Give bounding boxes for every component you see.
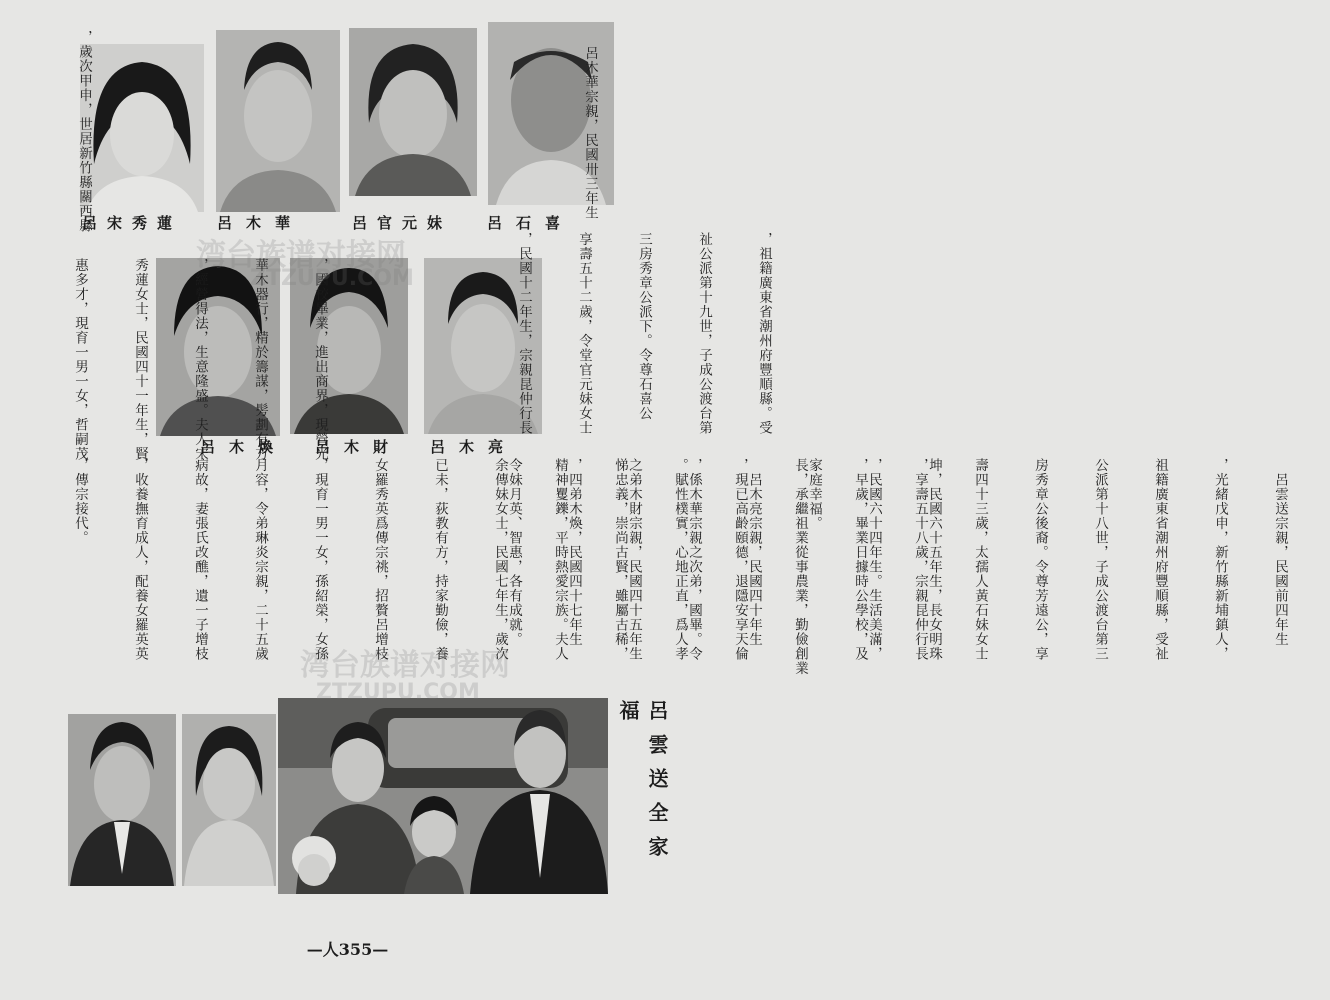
text-line: 家庭幸福。: [806, 458, 822, 531]
text-line: 令妹月英、智惠，各有成就。: [506, 458, 522, 647]
text-line: 三房秀章公派下。令尊石喜公: [636, 232, 652, 421]
text-block-2a: [54, 30, 134, 250]
family-photo-woman: [182, 714, 276, 886]
text-line: 精神矍鑠，平時熱愛宗族。夫人: [552, 458, 568, 661]
text-line: ，經營得法，生意隆盛。夫人宋: [192, 258, 208, 461]
text-line: ，四弟木煥，民國四十七年生: [566, 458, 582, 647]
text-line: 祖籍廣東省潮州府豐順縣，受祉: [1152, 458, 1168, 661]
text-line: 長，承繼祖業從事農業，勤儉創業: [792, 458, 808, 676]
page-number: —人355—: [306, 940, 389, 959]
text-block-4: [50, 458, 1330, 684]
text-line: 坤，民國六十五年生，長女明珠: [926, 458, 942, 661]
text-line: ，民國六十四年生。生活美滿，: [866, 458, 882, 661]
text-line: ，國校畢業，進出商界，現營光: [312, 258, 328, 461]
caption-lu-mucai: 呂木財: [315, 438, 403, 456]
text-line: 呂雲送宗親，民國前四年生: [1272, 458, 1288, 647]
top-captions-row: [82, 212, 612, 233]
text-line: ，傳宗接代。: [72, 458, 88, 545]
text-line: 女羅秀英爲傳宗祧，招贅呂增枝: [372, 458, 388, 661]
watermark-bottom-url: ZTZUPU.COM: [316, 680, 480, 705]
family-photo-caption: 呂雲送全家福: [616, 700, 669, 870]
caption-lu-shixi: 呂石喜: [487, 214, 575, 232]
text-line: ，收養撫育成人，配養女羅英英: [132, 458, 148, 661]
caption-lu-song-xiulian: 呂宋秀蓮: [82, 214, 183, 232]
family-photo-man: [68, 714, 176, 886]
text-line: ，享壽五十八歲，宗親昆仲行長: [912, 458, 928, 661]
portrait-lu-guanyuanmei: [349, 28, 477, 196]
text-line: 壽四十三歲，太孺人黃石妹女士: [972, 458, 988, 661]
text-line: 月容，令弟琳炎宗親，二十五歲: [252, 458, 268, 661]
text-line: 悌忠義，崇尚古賢，雖屬古稀，: [612, 458, 628, 661]
text-line: ，祖籍廣東省潮州府豐順縣。受: [756, 232, 772, 435]
portrait-lu-muhua: [216, 30, 340, 212]
caption-lu-muhua: 呂木華: [217, 214, 305, 232]
text-line: 華木器行，精於籌謀，髣劃有方: [252, 258, 268, 461]
caption-lu-muliang: 呂木亮: [430, 438, 518, 456]
text-line: ，現育一男一女，孫紹榮，女孫: [312, 458, 328, 661]
family-group-photo: [278, 698, 608, 894]
text-block-1-cont: [494, 232, 814, 435]
text-line: 病故，妻張氏改醮，遺一子增枝: [192, 458, 208, 661]
text-line: 秀蓮女士，民國四十一年生，賢: [132, 258, 148, 461]
text-line: ，光緒戊申，新竹縣新埔鎮人，: [1212, 458, 1228, 661]
text-line: ，係木華宗親之次弟，國畢。令: [686, 458, 702, 661]
watermark-top-cn: 湾台族谱对接网: [196, 238, 406, 273]
caption-lu-muhuan: 呂木煥: [200, 438, 288, 456]
text-line: 呂木亮宗親，民國四十年生: [746, 458, 762, 647]
text-line: 呂木華宗親，民國卅三年生: [582, 46, 598, 220]
text-block-1: [560, 46, 640, 232]
text-line: 房秀章公後裔。令尊芳遠公，享: [1032, 458, 1048, 661]
watermark-top-url: ZTZUPU.COM: [250, 266, 414, 291]
text-line: 。賦性樸實，心地正直，爲人孝: [672, 458, 688, 661]
text-line: 公派第十八世，子成公渡台第三: [1092, 458, 1108, 661]
text-line: 余傳妹女士，民國七年生，歲次: [492, 458, 508, 661]
text-line: 祉公派第十九世，子成公渡台第: [696, 232, 712, 435]
text-line: ，現已高齡頤德，退隱安享天倫: [732, 458, 748, 661]
text-line: 享壽五十二歲，令堂官元妹女士: [576, 232, 592, 435]
text-line: 之弟木財宗親，民國四十五年生: [626, 458, 642, 661]
text-block-2: [50, 258, 370, 461]
text-line: ，民國十二年生，宗親昆仲行長: [516, 232, 532, 435]
text-line: ，早歲，畢業日據時公學校，及: [852, 458, 868, 661]
caption-lu-guanyuanmei: 呂官元妹: [352, 214, 453, 232]
text-line: ，歲次甲申，世居新竹縣關西縣: [76, 30, 92, 233]
text-line: 已未，荻教有方，持家勤儉，養: [432, 458, 448, 661]
text-line: 惠多才，現育一男一女，哲嗣茂: [72, 258, 88, 461]
watermark-bottom-cn: 湾台族谱对接网: [300, 648, 510, 683]
